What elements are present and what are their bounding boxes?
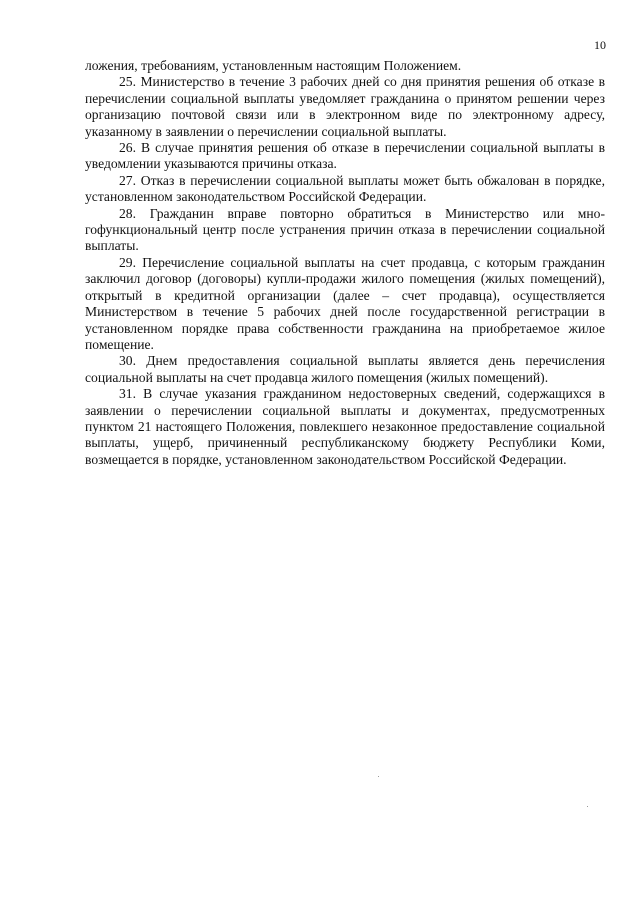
paragraph-29: 29. Перечисление социальной выплаты на счет продавца, с которым гражданин заключил договор (договоры) купли-продажи жилого помещения (жилых помещений), открытый в кредитной организации (далее – счет продавца), осуществляется Министерством в течение 5 рабочих дней после государственной регистрации в установленном порядке права собственности гражданина на приобретаемое жилое помещение. [85,254,605,352]
paragraph-28: 28. Гражданин вправе повторно обратиться в Министерство или многофункциональный центр после устранения причин отказа в перечислении социальной выплаты. [85,205,605,254]
paragraph-26: 26. В случае принятия решения об отказе в перечислении социальной выплаты в уведомлении указываются причины отказа. [85,140,605,172]
paragraph-31: 31. В случае указания гражданином недостоверных сведений, содержащихся в заявлении о перечислении социальной выплаты и документах, предусмотренных пунктом 21 настоящего Положения, повлекшего незаконное предоставление социальной выплаты, ущерб, причиненный республиканскому бюджету Республики Коми, возмещается в порядке, установленном законодательством Российской Федерации. [85,386,605,467]
paragraph-27: 27. Отказ в перечислении социальной выплаты может быть обжалован в порядке, установленном законодательством Российской Федерации. [85,172,605,205]
page-number: 10 [594,38,606,52]
document-body [85,58,605,468]
scan-speck [587,806,588,807]
paragraph-continuation: ложения, требованиям, установленным настоящим Положением. [85,58,462,73]
paragraph-25: 25. Министерство в течение 3 рабочих дней со дня принятия решения об отказе в перечислении социальной выплаты уведомляет гражданина о принятом решении через организацию почтовой связи или в электронном виде по электронному адресу, указанному в заявлении о перечислении социальной выплаты. [85,74,605,139]
paragraph-30: 30. Днем предоставления социальной выплаты является день перечисления социальной выплаты на счет продавца жилого помещения (жилых помещений). [85,353,605,385]
scan-speck [378,776,379,777]
